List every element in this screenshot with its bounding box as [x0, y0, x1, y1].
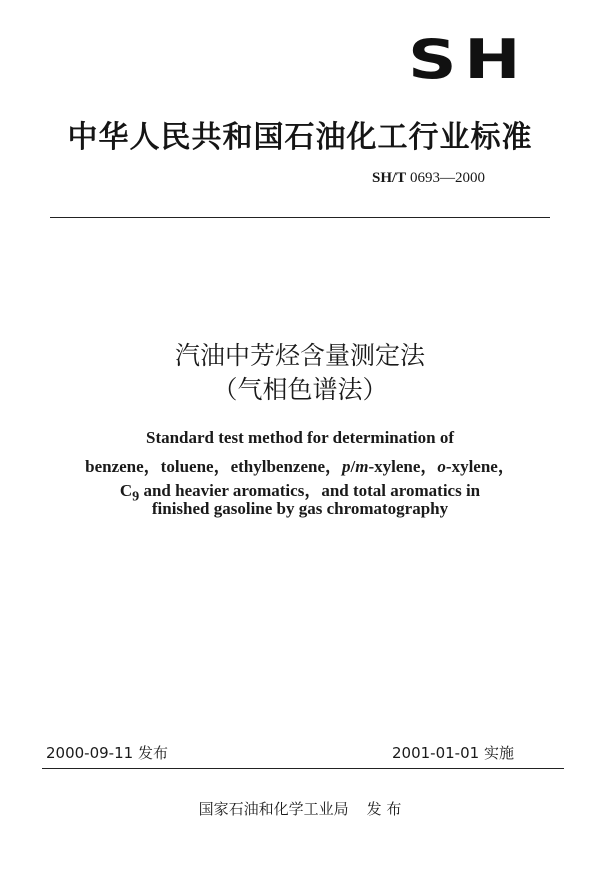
- standard-code: [372, 170, 572, 187]
- footer-divider: [42, 768, 564, 769]
- english-title-line-4: finished gasoline by gas chromatography: [151, 499, 449, 518]
- standard-code-prefix: SH/T: [372, 170, 407, 186]
- en-line2-o: o: [437, 457, 446, 476]
- en-line2-m: m: [355, 457, 369, 476]
- en-line3-c: C: [119, 481, 133, 500]
- industry-standard-title: 中华人民共和国石油化工行业标准: [67, 120, 533, 155]
- english-title-line-2: [0, 452, 600, 477]
- en-line2-part-c: -xylene，: [445, 457, 515, 476]
- en-line2-slash: /: [350, 457, 356, 476]
- en-line3-rest: and heavier aromatics，and total aromatics in: [139, 481, 481, 500]
- publisher-name: 国家石油和化学工业局: [198, 800, 349, 818]
- standard-code-number: 0693—2000: [409, 170, 485, 186]
- issue-date: 2000-09-11 发布: [46, 744, 168, 762]
- effective-date: 2001-01-01 实施: [392, 744, 514, 762]
- sh-logo: SH: [408, 28, 529, 91]
- english-title-line-1: Standard test method for determination of: [145, 428, 455, 447]
- publisher-line: [0, 798, 600, 819]
- chinese-title-line-1: 汽油中芳烃含量测定法: [174, 341, 425, 370]
- en-line3-subscript: 9: [132, 488, 140, 505]
- header-divider: [50, 217, 550, 218]
- en-line2-part-a: benzene，toluene，ethylbenzene，: [85, 457, 342, 476]
- en-line2-part-b: -xylene，: [368, 457, 438, 476]
- publish-label: 发 布: [366, 800, 402, 818]
- en-line2-p: p: [342, 457, 351, 476]
- chinese-title-line-2: （气相色谱法）: [212, 375, 388, 404]
